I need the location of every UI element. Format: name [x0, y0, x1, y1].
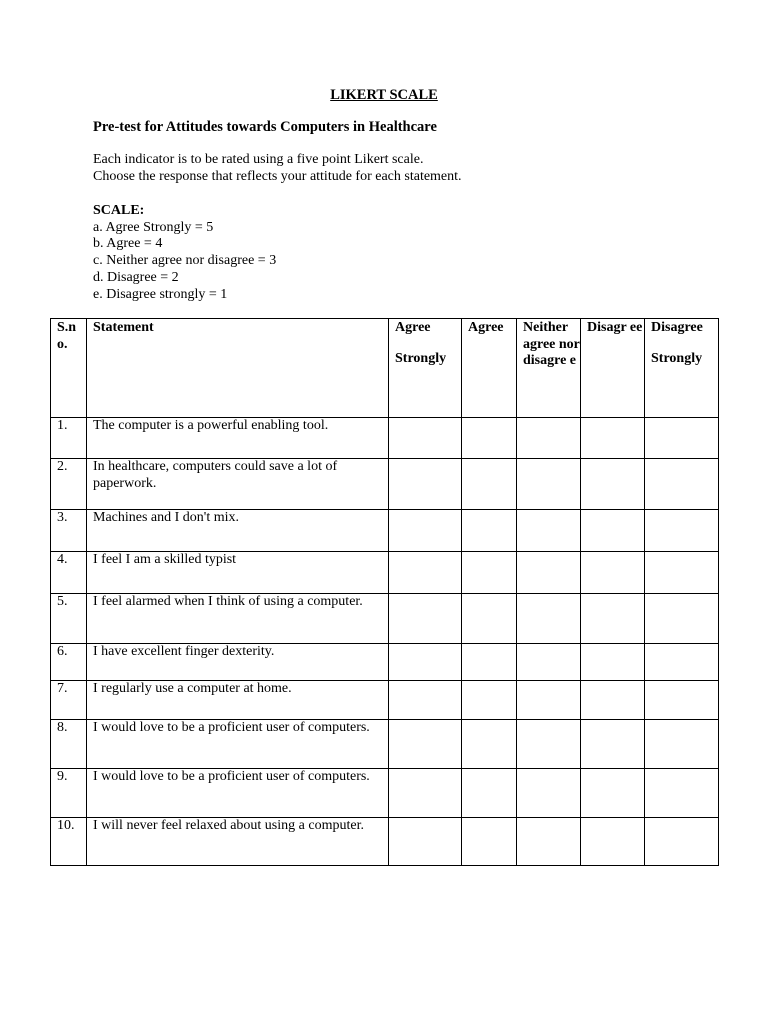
response-cell-disagree-strongly[interactable] [645, 510, 719, 552]
response-cell-agree-strongly[interactable] [389, 552, 462, 594]
response-cell-agree[interactable] [462, 818, 517, 866]
response-cell-neither[interactable] [517, 681, 581, 720]
row-number: 3. [51, 510, 87, 552]
row-number: 8. [51, 720, 87, 769]
response-cell-disagree-strongly[interactable] [645, 418, 719, 459]
response-cell-disagree-strongly[interactable] [645, 644, 719, 681]
likert-table [50, 318, 719, 866]
scale-item: e. Disagree strongly = 1 [93, 286, 228, 302]
table-row [51, 510, 719, 552]
response-cell-agree[interactable] [462, 644, 517, 681]
table-row [51, 769, 719, 818]
response-cell-agree-strongly[interactable] [389, 594, 462, 644]
scale-item: d. Disagree = 2 [93, 269, 179, 285]
response-cell-disagree-strongly[interactable] [645, 720, 719, 769]
response-cell-neither[interactable] [517, 644, 581, 681]
row-statement: I would love to be a proficient user of computers. [87, 769, 389, 818]
response-cell-agree[interactable] [462, 594, 517, 644]
document-subtitle: Pre-test for Attitudes towards Computers in Healthcare [93, 119, 437, 135]
header-disagree: Disagr ee [581, 319, 645, 418]
row-statement: The computer is a powerful enabling tool. [87, 418, 389, 459]
header-disagree-strongly [645, 319, 719, 418]
scale-item: a. Agree Strongly = 5 [93, 219, 214, 235]
row-number: 2. [51, 459, 87, 510]
header-agree-strongly-line1: Agree [395, 320, 431, 335]
table-row [51, 644, 719, 681]
table-row [51, 594, 719, 644]
header-disagree-strongly-line1: Disagree [651, 320, 703, 335]
scale-item: c. Neither agree nor disagree = 3 [93, 253, 277, 269]
response-cell-agree[interactable] [462, 459, 517, 510]
response-cell-agree[interactable] [462, 720, 517, 769]
response-cell-disagree[interactable] [581, 552, 645, 594]
response-cell-disagree[interactable] [581, 681, 645, 720]
row-statement: I will never feel relaxed about using a computer. [87, 818, 389, 866]
row-number: 9. [51, 769, 87, 818]
response-cell-disagree[interactable] [581, 459, 645, 510]
header-statement: Statement [87, 319, 389, 418]
header-neither: Neither agree nor disagre e [517, 319, 581, 418]
table-row [51, 681, 719, 720]
response-cell-disagree-strongly[interactable] [645, 594, 719, 644]
response-cell-disagree[interactable] [581, 510, 645, 552]
response-cell-disagree[interactable] [581, 418, 645, 459]
response-cell-neither[interactable] [517, 769, 581, 818]
header-disagree-strongly-line2: Strongly [651, 350, 703, 366]
response-cell-neither[interactable] [517, 594, 581, 644]
response-cell-disagree[interactable] [581, 769, 645, 818]
header-agree-strongly [389, 319, 462, 418]
response-cell-neither[interactable] [517, 818, 581, 866]
response-cell-agree-strongly[interactable] [389, 418, 462, 459]
row-statement: I regularly use a computer at home. [87, 681, 389, 720]
response-cell-agree-strongly[interactable] [389, 720, 462, 769]
response-cell-disagree-strongly[interactable] [645, 552, 719, 594]
header-agree: Agree [462, 319, 517, 418]
instructions [93, 152, 462, 185]
instruction-line: Choose the response that reflects your attitude for each statement. [93, 168, 462, 184]
document-title: LIKERT SCALE [330, 87, 438, 103]
table-row [51, 418, 719, 459]
response-cell-agree-strongly[interactable] [389, 510, 462, 552]
row-number: 6. [51, 644, 87, 681]
row-number: 4. [51, 552, 87, 594]
response-cell-agree[interactable] [462, 681, 517, 720]
response-cell-disagree[interactable] [581, 594, 645, 644]
response-cell-disagree[interactable] [581, 720, 645, 769]
scale-item: b. Agree = 4 [93, 236, 163, 252]
response-cell-agree[interactable] [462, 769, 517, 818]
row-number: 10. [51, 818, 87, 866]
instruction-line: Each indicator is to be rated using a five point Likert scale. [93, 152, 424, 167]
table-row [51, 818, 719, 866]
row-statement: Machines and I don't mix. [87, 510, 389, 552]
response-cell-disagree-strongly[interactable] [645, 681, 719, 720]
response-cell-agree-strongly[interactable] [389, 459, 462, 510]
response-cell-disagree-strongly[interactable] [645, 818, 719, 866]
response-cell-agree-strongly[interactable] [389, 769, 462, 818]
row-statement: In healthcare, computers could save a lot of paperwork. [87, 459, 389, 510]
response-cell-agree-strongly[interactable] [389, 644, 462, 681]
row-number: 7. [51, 681, 87, 720]
response-cell-neither[interactable] [517, 720, 581, 769]
row-statement: I would love to be a proficient user of computers. [87, 720, 389, 769]
header-agree-strongly-line2: Strongly [395, 350, 447, 366]
response-cell-neither[interactable] [517, 510, 581, 552]
response-cell-neither[interactable] [517, 459, 581, 510]
table-row [51, 552, 719, 594]
row-statement: I have excellent finger dexterity. [87, 644, 389, 681]
response-cell-agree[interactable] [462, 510, 517, 552]
response-cell-disagree-strongly[interactable] [645, 769, 719, 818]
table-row [51, 720, 719, 769]
response-cell-disagree-strongly[interactable] [645, 459, 719, 510]
row-statement: I feel alarmed when I think of using a computer. [87, 594, 389, 644]
response-cell-agree-strongly[interactable] [389, 681, 462, 720]
response-cell-disagree[interactable] [581, 818, 645, 866]
response-cell-agree[interactable] [462, 552, 517, 594]
response-cell-disagree[interactable] [581, 644, 645, 681]
response-cell-agree-strongly[interactable] [389, 818, 462, 866]
header-sno: S.n o. [51, 319, 87, 418]
response-cell-neither[interactable] [517, 552, 581, 594]
table-header-row [51, 319, 719, 418]
response-cell-agree[interactable] [462, 418, 517, 459]
scale-legend [93, 203, 276, 303]
scale-heading: SCALE: [93, 203, 145, 218]
row-number: 1. [51, 418, 87, 459]
table-row [51, 459, 719, 510]
row-statement: I feel I am a skilled typist [87, 552, 389, 594]
response-cell-neither[interactable] [517, 418, 581, 459]
row-number: 5. [51, 594, 87, 644]
